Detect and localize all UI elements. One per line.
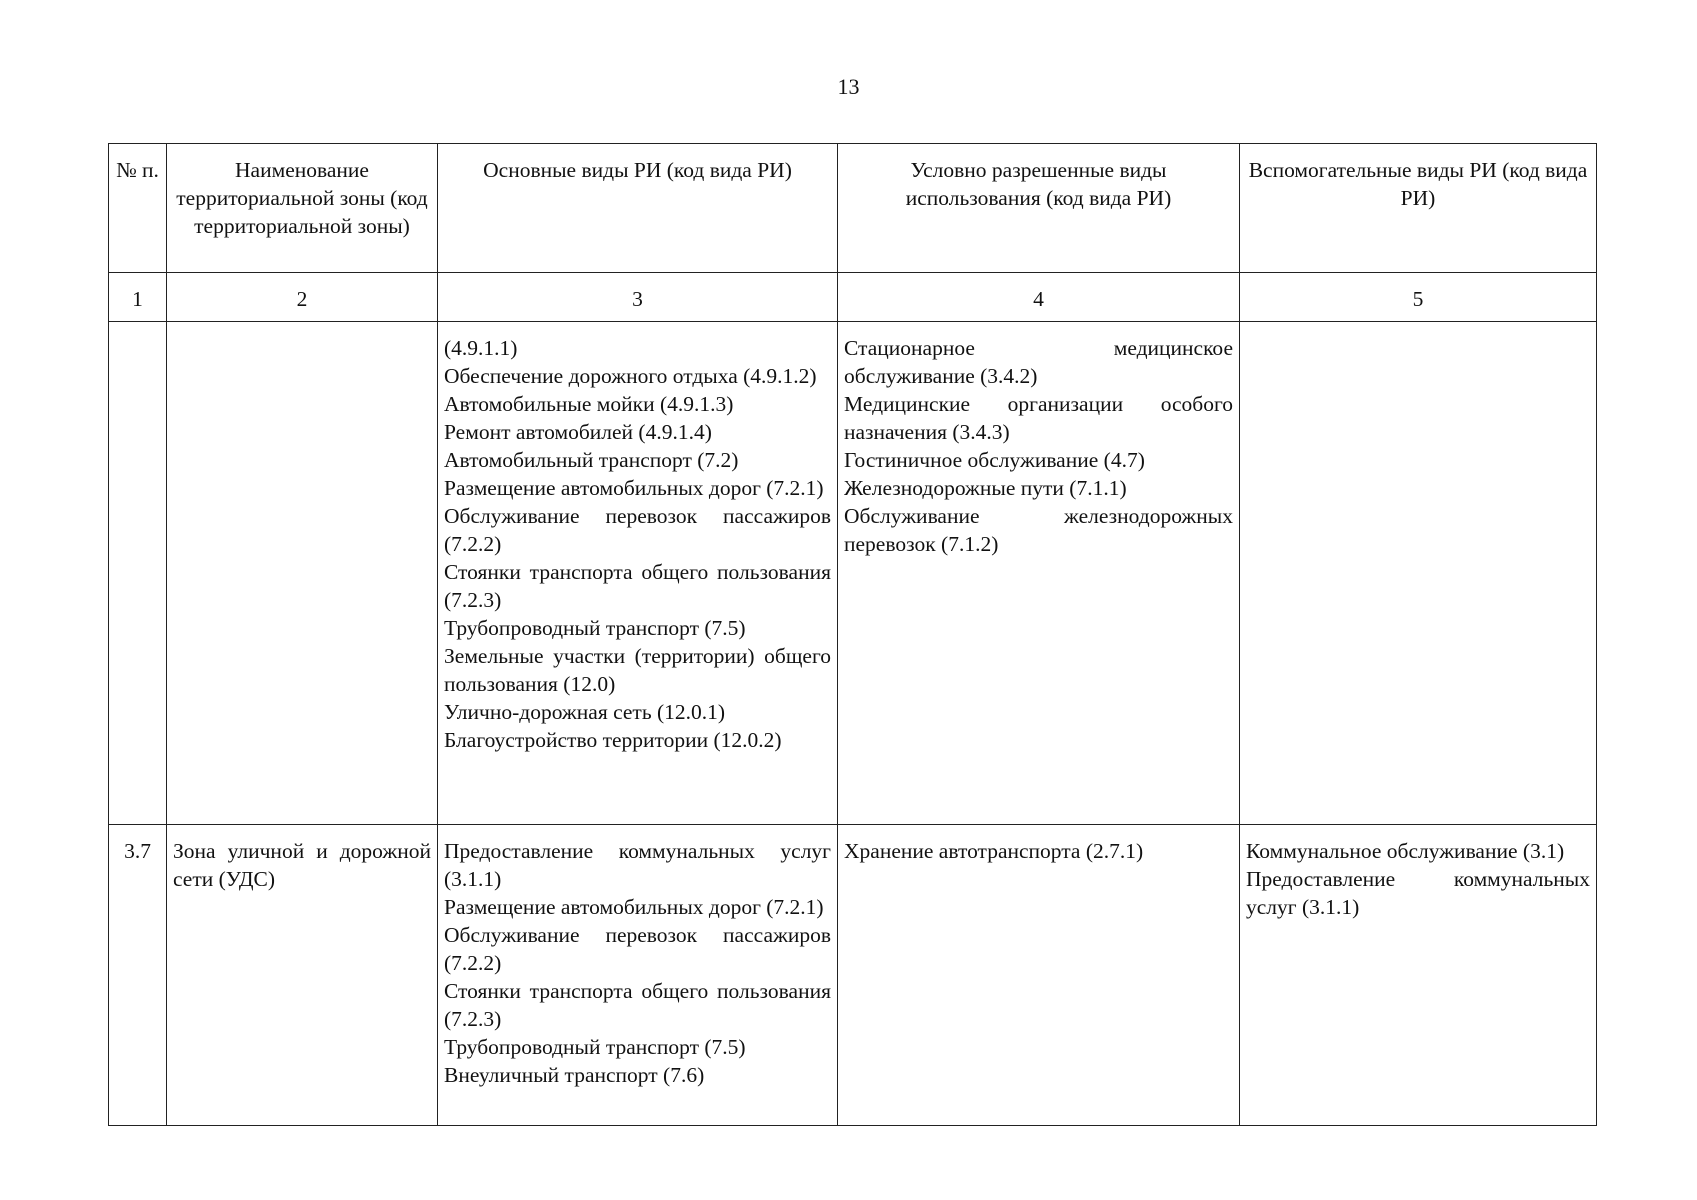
conditional-use-item: Железнодорожные пути (7.1.1) xyxy=(844,476,1127,500)
main-uses-cell xyxy=(438,825,838,1126)
column-number: 4 xyxy=(838,273,1240,322)
header-zone-name: Наименование территориальной зоны (код территориальной зоны) xyxy=(167,144,438,273)
row-number: 3.7 xyxy=(109,825,167,1126)
column-number: 2 xyxy=(167,273,438,322)
main-use-item: Улично-дорожная сеть (12.0.1) xyxy=(444,700,726,724)
column-number: 5 xyxy=(1240,273,1597,322)
main-use-item: Стоянки транспорта общего пользования (7.2.3) xyxy=(444,560,831,612)
main-use-item: Размещение автомобильных дорог (7.2.1) xyxy=(444,476,824,500)
main-use-item: Трубопроводный транспорт (7.5) xyxy=(444,1035,746,1059)
main-use-item: Размещение автомобильных дорог (7.2.1) xyxy=(444,895,824,919)
conditional-use-item: Стационарное медицинское обслуживание (3.4.2) xyxy=(844,336,1233,388)
main-use-item: Обслуживание перевозок пассажиров (7.2.2) xyxy=(444,923,831,975)
column-number: 1 xyxy=(109,273,167,322)
conditional-use-item: Гостиничное обслуживание (4.7) xyxy=(844,448,1145,472)
zone-name xyxy=(167,322,438,825)
main-use-item: Обеспечение дорожного отдыха (4.9.1.2) xyxy=(444,364,817,388)
zone-name-text: Зона уличной и дорожной сети (УДС) xyxy=(173,839,431,891)
column-number: 3 xyxy=(438,273,838,322)
main-use-item: Обслуживание перевозок пассажиров (7.2.2) xyxy=(444,504,831,556)
column-number-row xyxy=(109,273,1597,322)
main-use-item: Автомобильный транспорт (7.2) xyxy=(444,448,739,472)
table-row xyxy=(109,322,1597,825)
main-use-item: Трубопроводный транспорт (7.5) xyxy=(444,616,746,640)
conditional-use-item: Хранение автотранспорта (2.7.1) xyxy=(844,839,1144,863)
auxiliary-uses-cell xyxy=(1240,322,1597,825)
row-number xyxy=(109,322,167,825)
main-use-item: Автомобильные мойки (4.9.1.3) xyxy=(444,392,734,416)
zone-name xyxy=(167,825,438,1126)
auxiliary-use-item: Предоставление коммунальных услуг (3.1.1) xyxy=(1246,867,1590,919)
main-use-item: Стоянки транспорта общего пользования (7.2.3) xyxy=(444,979,831,1031)
main-use-item: Земельные участки (территории) общего пользования (12.0) xyxy=(444,644,831,696)
auxiliary-uses-cell xyxy=(1240,825,1597,1126)
header-auxiliary-uses: Вспомогательные виды РИ (код вида РИ) xyxy=(1240,144,1597,273)
conditional-uses-cell xyxy=(838,322,1240,825)
header-row xyxy=(109,144,1597,273)
auxiliary-use-item: Коммунальное обслуживание (3.1) xyxy=(1246,839,1565,863)
main-uses-cell xyxy=(438,322,838,825)
main-use-item: Ремонт автомобилей (4.9.1.4) xyxy=(444,420,712,444)
conditional-use-item: Медицинские организации особого назначения (3.4.3) xyxy=(844,392,1233,444)
main-use-item: Внеуличный транспорт (7.6) xyxy=(444,1063,705,1087)
table-row xyxy=(109,825,1597,1126)
conditional-use-item: Обслуживание железнодорожных перевозок (7.1.2) xyxy=(844,504,1233,556)
main-use-item: Благоустройство территории (12.0.2) xyxy=(444,728,782,752)
main-use-item: Предоставление коммунальных услуг (3.1.1) xyxy=(444,839,831,891)
header-number: № п. xyxy=(109,144,167,273)
main-use-item: (4.9.1.1) xyxy=(444,336,518,360)
zoning-table xyxy=(108,143,1597,1126)
conditional-uses-cell xyxy=(838,825,1240,1126)
page-number: 13 xyxy=(837,74,860,99)
header-conditional-uses: Условно разрешенные виды использования (код вида РИ) xyxy=(838,144,1240,273)
header-main-uses: Основные виды РИ (код вида РИ) xyxy=(438,144,838,273)
